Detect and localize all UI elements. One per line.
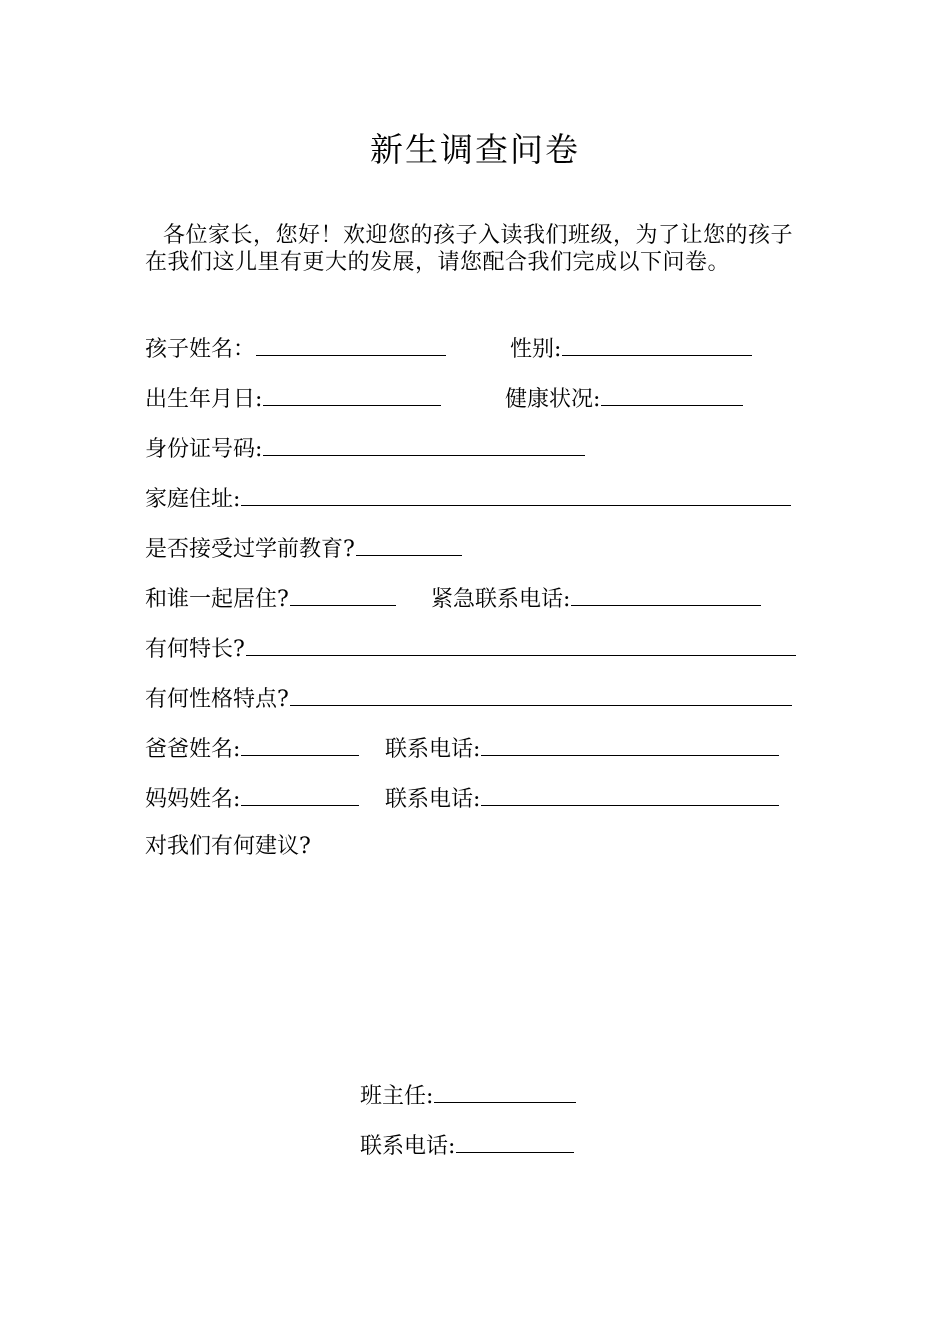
father-name-blank[interactable] bbox=[241, 731, 359, 756]
teacher-phone-label: 联系电话: bbox=[360, 1134, 456, 1159]
health-label: 健康状况: bbox=[505, 387, 601, 412]
mother-name-blank[interactable] bbox=[241, 781, 359, 806]
birthday-blank[interactable] bbox=[263, 381, 441, 406]
row-address bbox=[145, 481, 805, 515]
emergency-phone-label: 紧急联系电话: bbox=[431, 587, 571, 612]
emergency-phone-field[interactable] bbox=[431, 581, 761, 615]
id-number-field[interactable] bbox=[145, 431, 585, 465]
id-number-label: 身份证号码: bbox=[145, 437, 263, 462]
father-name-field[interactable] bbox=[145, 731, 359, 765]
address-blank[interactable] bbox=[241, 481, 791, 506]
teacher-phone-blank[interactable] bbox=[456, 1128, 574, 1153]
live-with-label: 和谁一起居住? bbox=[145, 587, 289, 612]
gender-label: 性别: bbox=[510, 337, 562, 362]
live-with-blank[interactable] bbox=[290, 581, 396, 606]
row-father bbox=[145, 731, 805, 765]
preschool-blank[interactable] bbox=[356, 531, 462, 556]
specialty-field[interactable] bbox=[145, 631, 796, 665]
row-suggestion bbox=[145, 830, 805, 864]
birthday-field[interactable] bbox=[145, 381, 441, 415]
father-name-label: 爸爸姓名: bbox=[145, 737, 241, 762]
father-phone-field[interactable] bbox=[385, 731, 779, 765]
child-name-blank[interactable] bbox=[256, 331, 446, 356]
address-field[interactable] bbox=[145, 481, 791, 515]
row-birthday-health bbox=[145, 381, 805, 415]
id-number-blank[interactable] bbox=[263, 431, 585, 456]
mother-phone-blank[interactable] bbox=[481, 781, 779, 806]
father-phone-label: 联系电话: bbox=[385, 737, 481, 762]
specialty-blank[interactable] bbox=[246, 631, 796, 656]
personality-field[interactable] bbox=[145, 681, 792, 715]
teacher-blank[interactable] bbox=[434, 1078, 576, 1103]
row-personality bbox=[145, 681, 805, 715]
child-name-label: 孩子姓名： bbox=[145, 337, 256, 362]
mother-name-field[interactable] bbox=[145, 781, 359, 815]
preschool-field[interactable] bbox=[145, 531, 462, 565]
preschool-label: 是否接受过学前教育? bbox=[145, 537, 355, 562]
gender-blank[interactable] bbox=[562, 331, 752, 356]
specialty-label: 有何特长? bbox=[145, 637, 245, 662]
suggestion-field[interactable] bbox=[145, 830, 311, 864]
father-phone-blank[interactable] bbox=[481, 731, 779, 756]
row-mother bbox=[145, 781, 805, 815]
mother-name-label: 妈妈姓名: bbox=[145, 787, 241, 812]
mother-phone-label: 联系电话: bbox=[385, 787, 481, 812]
teacher-label: 班主任: bbox=[360, 1084, 434, 1109]
birthday-label: 出生年月日: bbox=[145, 387, 263, 412]
mother-phone-field[interactable] bbox=[385, 781, 779, 815]
personality-blank[interactable] bbox=[290, 681, 792, 706]
row-child-name-gender bbox=[145, 331, 805, 365]
page-title: 新生调查问卷 bbox=[370, 130, 580, 169]
health-blank[interactable] bbox=[601, 381, 743, 406]
row-live-with-emergency bbox=[145, 581, 805, 615]
teacher-field[interactable] bbox=[360, 1078, 576, 1114]
row-preschool bbox=[145, 531, 805, 565]
address-label: 家庭住址: bbox=[145, 487, 241, 512]
child-name-field[interactable] bbox=[145, 331, 446, 365]
live-with-field[interactable] bbox=[145, 581, 396, 615]
gender-field[interactable] bbox=[510, 331, 752, 365]
personality-label: 有何性格特点? bbox=[145, 687, 289, 712]
row-specialty bbox=[145, 631, 805, 665]
health-field[interactable] bbox=[505, 381, 743, 415]
teacher-phone-field[interactable] bbox=[360, 1128, 574, 1164]
row-id-number bbox=[145, 431, 805, 465]
emergency-phone-blank[interactable] bbox=[571, 581, 761, 606]
intro-paragraph: 各位家长，您好！欢迎您的孩子入读我们班级，为了让您的孩子在我们这儿里有更大的发展，请您配合我们完成以下问卷。 bbox=[145, 223, 794, 275]
suggestion-label: 对我们有何建议? bbox=[145, 834, 311, 859]
